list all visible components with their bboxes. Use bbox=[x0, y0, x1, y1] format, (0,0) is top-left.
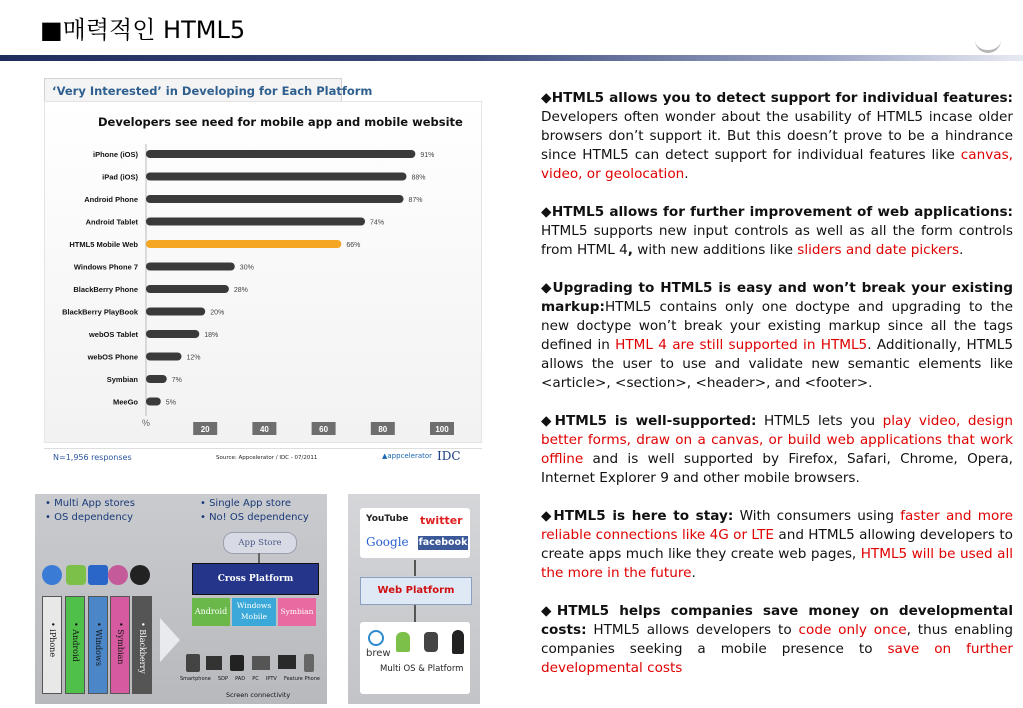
category-label: BlackBerry PlayBook bbox=[62, 307, 138, 317]
ovi-icon bbox=[108, 565, 128, 585]
paragraph-upgrading: ◆Upgrading to HTML5 is easy and won’t break your existing markup:HTML5 contains only one doctype and upgrading to the new doctype won’t break your existing markup since all the tags defined in HTML 4 are still supported in HTML5. Additionally, HTML5 allows the user to use and validate new semantic elements like <article>, <section>, <header>, and <footer>. bbox=[541, 280, 1013, 391]
google-logo: Google bbox=[366, 535, 409, 549]
android-robot-icon bbox=[396, 632, 410, 652]
device-label: SDP bbox=[217, 676, 228, 682]
category-label: Symbian bbox=[106, 375, 138, 384]
symbian-box: Symbian bbox=[278, 598, 316, 626]
value-label: 7% bbox=[171, 377, 182, 384]
highlight-text: HTML5 will be used all the more in the future bbox=[541, 546, 1013, 581]
connector-line bbox=[258, 553, 260, 563]
value-label: 18% bbox=[204, 332, 219, 339]
category-label: webOS Tablet bbox=[88, 330, 138, 339]
highlight-text: HTML 4 are still supported in HTML5 bbox=[615, 337, 868, 353]
tick-label: 80 bbox=[378, 425, 388, 434]
youtube-logo: YouTube bbox=[366, 514, 409, 524]
value-label: 20% bbox=[210, 309, 225, 317]
highlight-text: sliders and date pickers bbox=[797, 242, 960, 258]
pad-icon bbox=[230, 655, 244, 671]
web-platform-box: Web Platform bbox=[360, 577, 472, 605]
value-label: 12% bbox=[186, 354, 201, 362]
tick-label: 60 bbox=[319, 425, 329, 434]
android-box: Android bbox=[192, 598, 230, 626]
category-label: Android Phone bbox=[84, 195, 138, 204]
chart-footnote: N=1,956 responses bbox=[53, 453, 132, 462]
bar bbox=[146, 150, 415, 158]
android-icon bbox=[66, 565, 86, 585]
arrow-right-icon bbox=[160, 618, 180, 662]
category-label: Android Tablet bbox=[85, 217, 138, 227]
chart-heading: ‘Very Interested’ in Developing for Each Platform bbox=[52, 84, 373, 98]
bar bbox=[146, 398, 161, 406]
chart-source: Source: Appcelerator / IDC - 07/2011 bbox=[216, 455, 318, 461]
value-label: 87% bbox=[408, 197, 423, 204]
bar bbox=[146, 330, 199, 338]
paragraph-heading: ◆HTML5 is here to stay: bbox=[541, 508, 734, 524]
category-label: iPad (iOS) bbox=[102, 172, 138, 182]
ios-icon bbox=[42, 565, 62, 585]
title-underline-bar bbox=[0, 55, 1023, 61]
paragraph-heading: ◆Upgrading to HTML5 is easy and won’t break your existing markup: bbox=[541, 280, 1013, 315]
cross-platform-box: Cross Platform bbox=[192, 563, 319, 595]
category-label: Windows Phone 7 bbox=[73, 262, 138, 272]
device-label: Feature Phone bbox=[283, 676, 320, 682]
slide-title: ■매력적인 HTML5 bbox=[40, 16, 246, 44]
blackberry-icon bbox=[130, 565, 150, 585]
paragraph-detect-support: ◆HTML5 allows you to detect support for individual features: Developers often wonder about the usability of HTML5 incase older browsers don’t support it. But this doesn’t prove to be a hindrance since HTML5 can detect support for individual features like canvas, video, or geolocation. bbox=[541, 90, 1013, 182]
stack-label-iphone: • iPhone bbox=[48, 622, 57, 658]
brew-label: brew bbox=[366, 648, 391, 659]
device-label: PAD bbox=[235, 676, 246, 682]
decorative-arc-icon bbox=[975, 36, 1001, 53]
highlight-text: save on further developmental costs bbox=[541, 641, 1013, 676]
sdp-icon bbox=[206, 656, 222, 670]
feature-text-column bbox=[541, 89, 1013, 678]
appcelerator-logo: ▲appcelerator bbox=[382, 452, 433, 460]
stack-label-blackberry: • Blackberry bbox=[138, 622, 147, 674]
bar bbox=[146, 375, 167, 383]
windows-mobile-box: Windows Mobile bbox=[232, 598, 276, 626]
stack-label-android: • Android bbox=[71, 622, 80, 662]
bar bbox=[146, 218, 365, 226]
appcelerator-logo-icon: ▲ bbox=[382, 452, 388, 460]
screen-connectivity-label: Screen connectivity bbox=[226, 691, 291, 699]
bar bbox=[146, 263, 235, 271]
facebook-logo: facebook bbox=[418, 537, 468, 548]
bullet-no-os-dependency: • No! OS dependency bbox=[200, 512, 309, 523]
device-label: IPTV bbox=[265, 676, 277, 682]
windows-icon bbox=[88, 565, 108, 585]
app-store-badge: App Store bbox=[223, 532, 297, 554]
paragraph-heading: ◆HTML5 is well-supported: bbox=[541, 413, 757, 429]
highlight-text: canvas, video, or geolocation bbox=[541, 147, 1013, 182]
device-labels bbox=[180, 676, 320, 682]
bar bbox=[146, 308, 205, 316]
iptv-icon bbox=[278, 655, 296, 669]
twitter-logo: twitter bbox=[420, 514, 463, 527]
highlight-text: play video, design better forms, draw on a canvas, or build web applications that work offline bbox=[541, 413, 1013, 467]
multi-os-label: Multi OS & Platform bbox=[380, 664, 464, 674]
value-label: 30% bbox=[239, 264, 254, 272]
pc-icon bbox=[252, 656, 270, 670]
paragraph-heading: ◆HTML5 allows for further improvement of web applications: bbox=[541, 204, 1013, 220]
category-label: MeeGo bbox=[112, 397, 138, 407]
category-label: BlackBerry Phone bbox=[73, 285, 138, 294]
bullet-single-app-store: • Single App store bbox=[200, 498, 292, 509]
bar-chart bbox=[44, 130, 484, 440]
apple-icon bbox=[424, 632, 438, 652]
x-axis-label: % bbox=[141, 418, 151, 428]
bar bbox=[146, 173, 406, 181]
chart-title: Developers see need for mobile app and mobile website bbox=[98, 115, 463, 129]
bar bbox=[146, 353, 182, 361]
category-label: iPhone (iOS) bbox=[93, 150, 138, 159]
value-label: 28% bbox=[233, 287, 248, 294]
bar bbox=[146, 240, 341, 248]
bar bbox=[146, 195, 404, 203]
value-label: 74% bbox=[370, 219, 385, 227]
idc-logo: IDC bbox=[437, 449, 461, 463]
brew-icon bbox=[368, 630, 384, 646]
device-label: PC bbox=[252, 676, 259, 682]
bullet-multi-app-stores: • Multi App stores bbox=[45, 498, 135, 509]
tick-label: 40 bbox=[259, 425, 269, 434]
bar bbox=[146, 285, 229, 293]
stack-label-symbian: • Symbian bbox=[116, 622, 125, 665]
paragraph-save-money: ◆HTML5 helps companies save money on developmental costs: HTML5 allows developers to code only once, thus enabling companies seeking a mobile presence to save on further developmental costs bbox=[541, 603, 1014, 676]
value-label: 66% bbox=[346, 242, 361, 249]
paragraph-web-applications: ◆HTML5 allows for further improvement of web applications: HTML5 supports new input controls as well as all the form controls from HTML 4, with new additions like sliders and date pickers. bbox=[541, 204, 1013, 258]
tick-label: 20 bbox=[200, 425, 210, 434]
paragraph-heading: ◆HTML5 helps companies save money on developmental costs: bbox=[541, 603, 1013, 638]
smartphone-icon bbox=[186, 654, 200, 672]
value-label: 5% bbox=[165, 399, 176, 407]
bullet-os-dependency: • OS dependency bbox=[45, 512, 134, 523]
highlight-text: code only once bbox=[798, 622, 907, 638]
category-label: HTML5 Mobile Web bbox=[69, 240, 138, 249]
value-label: 91% bbox=[420, 152, 435, 159]
device-label: Smartphone bbox=[180, 676, 211, 682]
connector-line bbox=[414, 560, 416, 576]
paragraph-heading: ◆HTML5 allows you to detect support for individual features: bbox=[541, 90, 1013, 106]
highlight-text: faster and more reliable connections like 4G or LTE bbox=[541, 508, 1013, 543]
tick-label: 100 bbox=[435, 425, 449, 434]
linux-tux-icon bbox=[452, 630, 464, 654]
stack-label-windows: • Windows bbox=[94, 622, 103, 666]
value-label: 88% bbox=[411, 174, 426, 182]
paragraph-well-supported: ◆HTML5 is well-supported: HTML5 lets you play video, design better forms, draw on a canvas, or build web applications that work offline and is well supported by Firefox, Safari, Chrome, Opera, Internet Explorer 9 and other mobile browsers. bbox=[541, 413, 1013, 486]
feature-phone-icon bbox=[304, 654, 314, 672]
category-label: webOS Phone bbox=[87, 352, 138, 362]
paragraph-here-to-stay: ◆HTML5 is here to stay: With consumers using faster and more reliable connections like 4G or LTE and HTML5 allowing developers to create apps much like they create web pages, HTML5 will be used all the more in the future. bbox=[541, 508, 1013, 581]
